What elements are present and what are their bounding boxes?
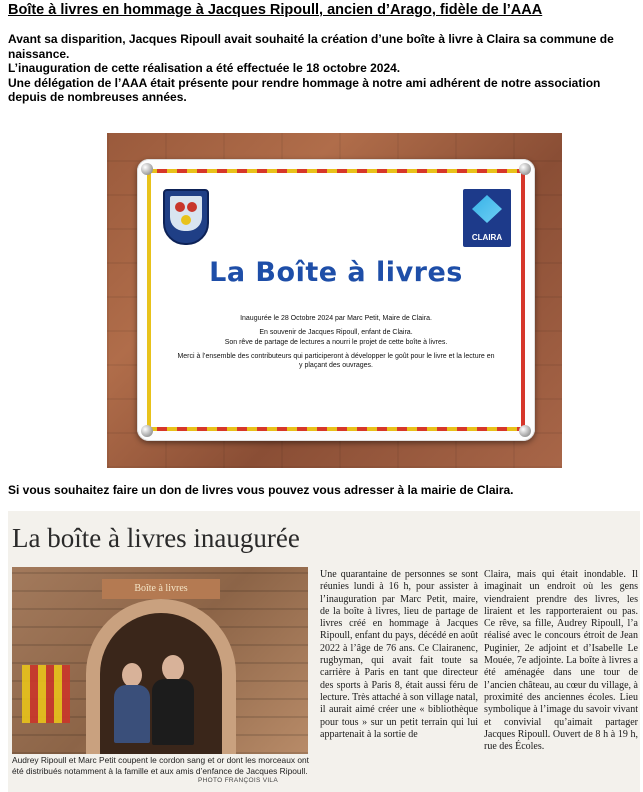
claira-crest-icon xyxy=(163,189,209,245)
catalan-flag-icon xyxy=(22,665,70,723)
plaque-photo xyxy=(107,133,562,468)
intro-paragraph-3: Une délégation de l’AAA était présente pour rendre hommage à notre ami adhérent de notre association depuis de nombreuses années. xyxy=(8,75,601,105)
page-title: Boîte à livres en hommage à Jacques Ripoull, ancien d’Arago, fidèle de l’AAA xyxy=(8,2,543,18)
donation-text: Si vous souhaitez faire un don de livres vous pouvez vous adresser à la mairie de Claira. xyxy=(8,483,514,497)
screw-icon xyxy=(519,163,531,175)
claira-logo-icon xyxy=(472,195,502,223)
clipping-headline: La boîte à livres inaugurée xyxy=(12,523,300,553)
clipping-photo xyxy=(12,567,308,754)
photo-credit: PHOTO FRANÇOIS VILA xyxy=(198,777,278,784)
claira-logo-text: CLAIRA xyxy=(471,233,503,242)
claira-logo xyxy=(463,189,511,247)
intro-text xyxy=(8,32,633,105)
person-head xyxy=(162,655,184,681)
article-column-1: Une quarantaine de personnes se sont réunies lundi à 16 h, pour assister à l’inauguration par Marc Petit, maire, de la boîte à livres, lieu de partage de livres créé en hommage à Jacques Ripoull, enfant du pays, décédé en août 2022 à l’âge de 76 ans. Ce Clairanenc, rugbyman, qui avait fait toute sa carrière à Paris en tant que directeur des sports à Paris 8, était aussi féru de lecture. Très attaché à son village natal, il aurait aimé créer une « bibliothèque pour tous » sur un petit terrain qui lui appartenait à la sortie de xyxy=(320,569,478,740)
newspaper-clipping xyxy=(8,511,640,792)
screw-icon xyxy=(519,425,531,437)
person-marc xyxy=(152,679,194,745)
screw-icon xyxy=(141,425,153,437)
person-audrey xyxy=(114,685,150,743)
plaque-body xyxy=(177,314,495,375)
article-column-2: Claira, mais qui était inondable. Il imaginait un endroit où les gens viendraient prendre des livres, les liraient et les rapporteraient ou pas. Ce rêve, sa fille, Audrey Ripoull, l’a réalisé avec le concours étroit de Jean Puginier, 2e adjoint et d’Isabelle Le Mouée, 7e adjointe. La boîte à livres a été aménagée dans une tour de l’ancien château, au cœur du village, à proximité des anciennes écoles. Lieu symbolique à l’image du savoir vivant et convivial qu’aimait partager Jacques Ripoull. Ouvert de 8 h à 19 h, rue des Écoles. xyxy=(484,569,638,753)
screw-icon xyxy=(141,163,153,175)
plaque-line-inauguration: Inaugurée le 28 Octobre 2024 par Marc Petit, Maire de Claira. xyxy=(240,315,432,322)
intro-paragraph-2: L’inauguration de cette réalisation a été effectuée le 18 octobre 2024. xyxy=(8,61,401,76)
photo-caption: Audrey Ripoull et Marc Petit coupent le cordon sang et or dont les morceaux ont été distribués notamment à la famille et aux amis d’enfance de Jacques Ripoull. xyxy=(12,755,310,776)
plaque xyxy=(137,159,535,441)
plaque-line-reve: Son rêve de partage de lectures a nourri le projet de cette boîte à livres. xyxy=(224,338,448,346)
plaque-heading: La Boîte à livres xyxy=(209,257,463,288)
plaque-line-merci: Merci à l’ensemble des contributeurs qui participeront à développer le goût pour le livre et la lecture en y plaçant des ouvrages. xyxy=(177,352,495,370)
plaque-line-souvenir: En souvenir de Jacques Ripoull, enfant de Claira. xyxy=(259,329,413,337)
intro-paragraph-1: Avant sa disparition, Jacques Ripoull avait souhaité la création d’une boîte à livre à Claira sa commune de naissance. xyxy=(8,32,614,61)
person-head xyxy=(122,663,142,687)
photo-sign: Boîte à livres xyxy=(102,579,220,599)
